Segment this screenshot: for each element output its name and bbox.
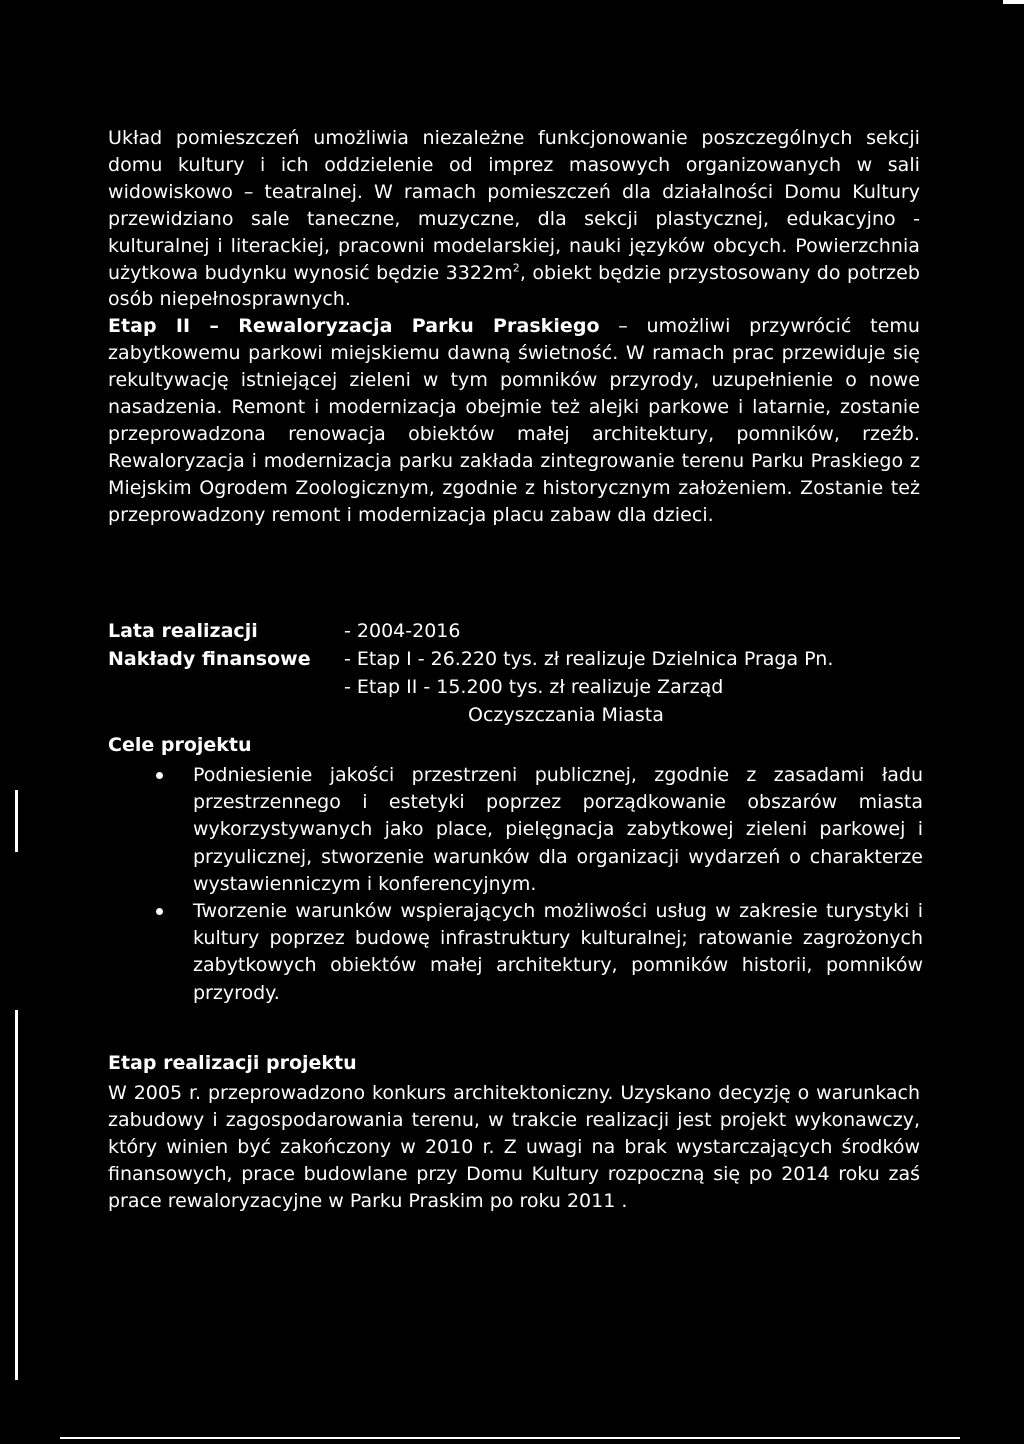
lata-label: Lata realizacji (108, 620, 258, 642)
naklady-value-2: - Etap II - 15.200 tys. zł realizuje Zarząd (344, 676, 724, 698)
cele-list (108, 762, 923, 1007)
area-superscript: 2 (512, 261, 520, 275)
bullet-icon (156, 908, 163, 915)
scan-edge-left-mark-2 (15, 1010, 18, 1380)
intro-section (108, 125, 920, 529)
naklady-row-3 (108, 702, 928, 730)
scan-edge-bottom (60, 1437, 960, 1439)
cele-item (108, 762, 923, 898)
intro-paragraph (108, 125, 920, 529)
lata-value: - 2004-2016 (344, 620, 461, 642)
cele-item-text: Tworzenie warunków wspierających możliwości usług w zakresie turystyki i kultury poprzez budowę infrastruktury kulturalnej; ratowanie zagrożonych zabytkowych obiektów małej architektury, pomników historii, pomników przyrody. (193, 900, 923, 1004)
cele-item-text: Podniesienie jakości przestrzeni publicznej, zgodnie z zasadami ładu przestrzennego i estetyki poprzez porządkowanie obszarów miasta wykorzystywanych jako place, pielęgnacja zabytkowej zieleni parkowej i przyulicznej, stworzenie warunków dla organizacji wydarzeń o charakterze wystawienniczym i konferencyjnym. (193, 764, 923, 895)
etap-ii-text: – umożliwi przywrócić temu zabytkowemu parkowi miejskiemu dawną świetność. W ramach prac przewiduje się rekultywację istniejącej zieleni w tym pomników przyrody, uzupełnienie o nowe nasadzenia. Remont i modernizacja obejmie też alejki parkowe i latarnie, zostanie przeprowadzona renowacja obiektów małej architektury, pomników, rzeźb. Rewaloryzacja i modernizacja parku zakłada zintegrowanie terenu Parku Praskiego z Miejskim Ogrodem Zoologicznym, zgodnie z historycznym założeniem. Zostanie też przeprowadzony remont i modernizacja placu zabaw dla dzieci. (108, 315, 920, 526)
naklady-value-3: Oczyszczania Miasta (468, 704, 664, 726)
etap-realizacji-title: Etap realizacji projektu (108, 1052, 357, 1074)
bullet-icon (156, 772, 163, 779)
naklady-label: Nakłady finansowe (108, 648, 311, 670)
intro-text-2: , obiekt będzie przystosowany do potrzeb osób niepełnosprawnych. (108, 261, 920, 311)
naklady-row (108, 646, 928, 674)
project-info (108, 618, 928, 730)
naklady-value-1: - Etap I - 26.220 tys. zł realizuje Dzielnica Praga Pn. (344, 648, 834, 670)
cele-item (108, 898, 923, 1007)
etap-ii-heading: Etap II – Rewaloryzacja Parku Praskiego (108, 315, 600, 338)
lata-row (108, 618, 928, 646)
cele-title: Cele projektu (108, 734, 252, 756)
naklady-row-2 (108, 674, 928, 702)
etap-realizacji-text: W 2005 r. przeprowadzono konkurs architektoniczny. Uzyskano decyzję o warunkach zabudowy i zagospodarowania terenu, w trakcie realizacji jest projekt wykonawczy, który winien być zakończony w 2010 r. Z uwagi na brak wystarczających środków finansowych, prace budowlane przy Domu Kultury rozpoczną się po 2014 roku zaś prace rewaloryzacyjne w Parku Praskim po roku 2011 . (108, 1082, 920, 1212)
scan-edge-left-mark-1 (15, 790, 18, 852)
intro-text-1: Układ pomieszczeń umożliwia niezależne funkcjonowanie poszczególnych sekcji domu kultury i ich oddzielenie od imprez masowych organizowanych w sali widowiskowo – teatralnej. W ramach pomieszczeń dla działalności Domu Kultury przewidziano sale taneczne, muzyczne, dla sekcji plastycznej, edukacyjno - kulturalnej i literackiej, pracowni modelarskiej, nauki języków obcych. Powierzchnia użytkowa budynku wynosić będzie 3322m (108, 127, 920, 284)
scan-edge-top-right (1003, 0, 1024, 4)
